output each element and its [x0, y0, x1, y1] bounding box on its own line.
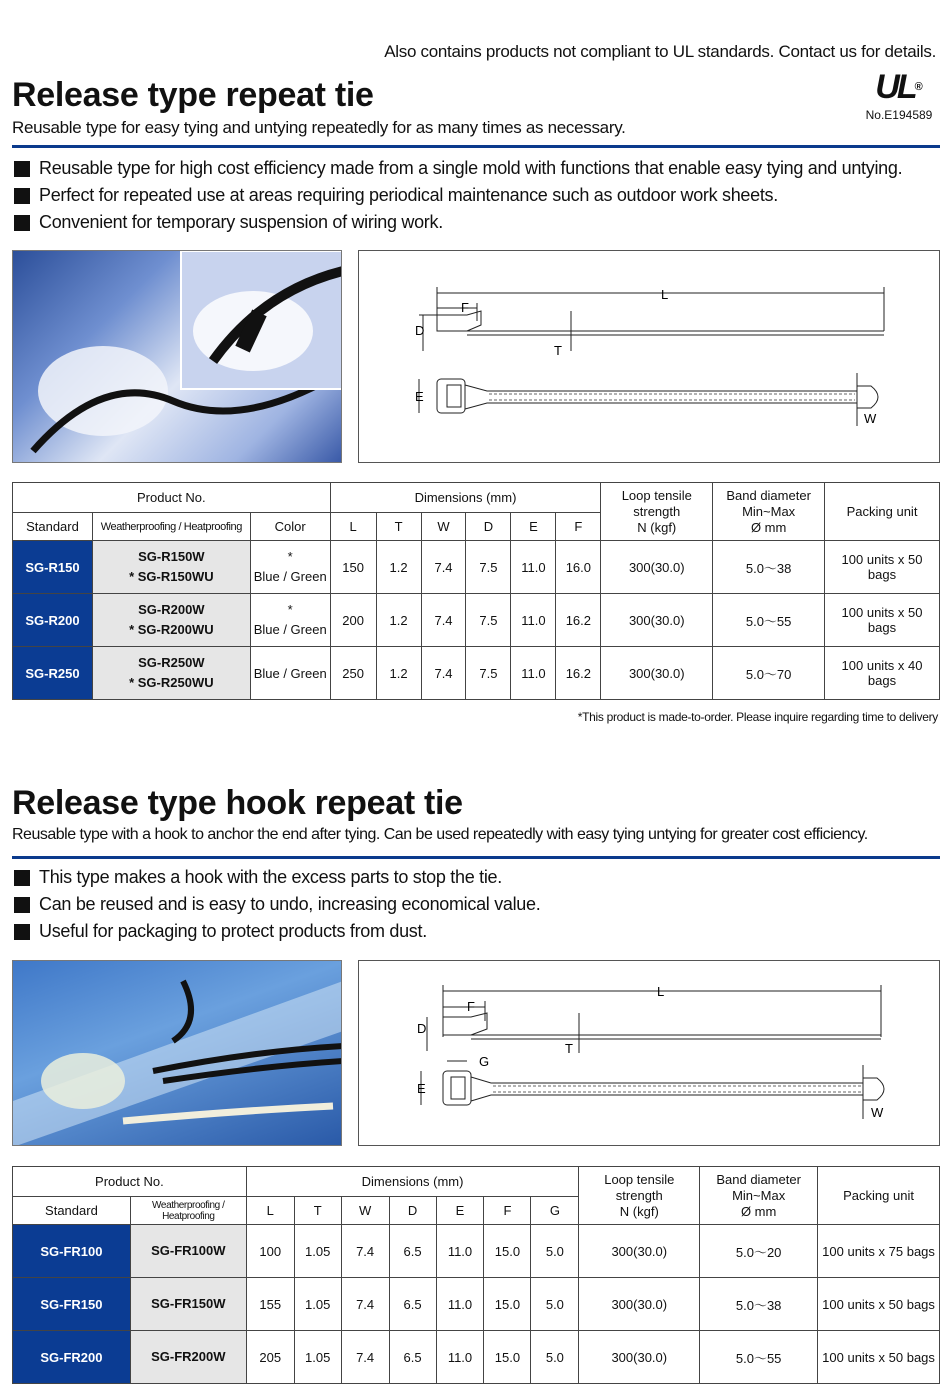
packing-cell: 100 units x 50 bags [818, 1278, 940, 1331]
section2-title: Release type hook repeat tie [12, 784, 463, 822]
section1-subtitle: Reusable type for easy tying and untying repeatedly for as many times as necessary. [12, 118, 626, 137]
value-cell: 100 [246, 1225, 294, 1278]
color-cell: Blue / Green [250, 647, 330, 700]
section1-features [14, 155, 902, 236]
weatherproof-cell: SG-FR100W [130, 1225, 246, 1278]
value-cell: 5.0 [531, 1331, 579, 1384]
header-product-no: Product No. [13, 483, 331, 513]
header-weatherproofing: Weatherproofing / Heatproofing [130, 1197, 246, 1225]
header-col-W: W [341, 1197, 389, 1225]
value-cell: 6.5 [389, 1278, 436, 1331]
packing-cell: 100 units x 40 bags [825, 647, 940, 700]
value-cell: 5.0 [531, 1225, 579, 1278]
value-cell: 5.0 [531, 1278, 579, 1331]
feature-item: Reusable type for high cost efficiency made from a single mold with functions that enable easy tying and untying. [14, 155, 902, 182]
repeat-tie-drawing [359, 251, 939, 462]
loop-cell: 300(30.0) [579, 1225, 700, 1278]
header-col-D: D [389, 1197, 436, 1225]
feature-item: Can be reused and is easy to undo, increasing economical value. [14, 891, 540, 918]
color-cell: * Blue / Green [250, 594, 330, 647]
section2-features [14, 864, 540, 945]
header-standard: Standard [13, 1197, 131, 1225]
bullet-square-icon [14, 897, 30, 913]
value-cell: 1.05 [294, 1225, 341, 1278]
header-col-G: G [531, 1197, 579, 1225]
product-photo-repeat-tie [12, 250, 342, 463]
band-cell: 5.0〜38 [713, 541, 825, 594]
weatherproof-cell: SG-R200W * SG-R200WU [92, 594, 250, 647]
hook-tie-photo-illustration [13, 961, 342, 1146]
product-photo-hook-tie [12, 960, 342, 1146]
weatherproof-cell: SG-R150W * SG-R150WU [92, 541, 250, 594]
value-cell: 16.0 [556, 541, 601, 594]
standard-cell: SG-R150 [13, 541, 93, 594]
value-cell: 7.4 [341, 1225, 389, 1278]
header-col-D: D [466, 513, 511, 541]
dimension-diagram-hook-tie [358, 960, 940, 1146]
label-W: W [864, 411, 877, 426]
header-product-no: Product No. [13, 1167, 247, 1197]
color-cell: * Blue / Green [250, 541, 330, 594]
header-dimensions: Dimensions (mm) [330, 483, 601, 513]
header-color: Color [250, 513, 330, 541]
value-cell: 11.0 [511, 647, 556, 700]
value-cell: 1.05 [294, 1331, 341, 1384]
feature-item: Useful for packaging to protect products from dust. [14, 918, 540, 945]
value-cell: 7.5 [466, 647, 511, 700]
ul-number: No.E194589 [865, 108, 933, 122]
label-W: W [871, 1105, 884, 1120]
bullet-square-icon [14, 924, 30, 940]
value-cell: 7.4 [421, 594, 466, 647]
value-cell: 205 [246, 1331, 294, 1384]
header-col-T: T [376, 513, 421, 541]
standard-cell: SG-FR200 [13, 1331, 131, 1384]
label-T: T [554, 343, 562, 358]
header-col-E: E [436, 1197, 484, 1225]
value-cell: 1.2 [376, 594, 421, 647]
value-cell: 7.5 [466, 541, 511, 594]
header-col-L: L [246, 1197, 294, 1225]
header-loop-strength: Loop tensile strength N (kgf) [579, 1167, 700, 1225]
packing-cell: 100 units x 50 bags [818, 1331, 940, 1384]
header-col-F: F [556, 513, 601, 541]
label-E: E [415, 389, 424, 404]
table-row [13, 1225, 940, 1278]
dimension-diagram-repeat-tie [358, 250, 940, 463]
label-L: L [661, 287, 669, 302]
standard-cell: SG-FR100 [13, 1225, 131, 1278]
value-cell: 6.5 [389, 1331, 436, 1384]
standard-cell: SG-R200 [13, 594, 93, 647]
table-row [13, 1331, 940, 1384]
band-cell: 5.0〜55 [700, 1331, 818, 1384]
standard-cell: SG-FR150 [13, 1278, 131, 1331]
standard-cell: SG-R250 [13, 647, 93, 700]
feature-item: Perfect for repeated use at areas requiring periodical maintenance such as outdoor work sheets. [14, 182, 902, 209]
label-L: L [657, 984, 665, 999]
weatherproof-cell: SG-FR150W [130, 1278, 246, 1331]
label-D: D [415, 323, 425, 338]
spec-table-hook-tie [12, 1166, 940, 1384]
header-packing-unit: Packing unit [825, 483, 940, 541]
section2-divider [12, 856, 940, 859]
table-row [13, 647, 940, 700]
header-col-L: L [330, 513, 376, 541]
header-col-E: E [511, 513, 556, 541]
header-packing-unit: Packing unit [818, 1167, 940, 1225]
ul-certification [858, 70, 940, 122]
table-row [13, 541, 940, 594]
value-cell: 250 [330, 647, 376, 700]
table-row [13, 1278, 940, 1331]
value-cell: 7.4 [341, 1278, 389, 1331]
label-F: F [461, 300, 469, 315]
value-cell: 11.0 [436, 1331, 484, 1384]
band-cell: 5.0〜55 [713, 594, 825, 647]
tie-photo-illustration [13, 251, 342, 463]
section1-title: Release type repeat tie [12, 76, 374, 114]
bullet-square-icon [14, 215, 30, 231]
value-cell: 200 [330, 594, 376, 647]
header-dimensions: Dimensions (mm) [246, 1167, 579, 1197]
loop-cell: 300(30.0) [601, 594, 713, 647]
header-band-diameter: Band diameter Min~Max Ø mm [713, 483, 825, 541]
loop-cell: 300(30.0) [601, 541, 713, 594]
header-col-T: T [294, 1197, 341, 1225]
value-cell: 155 [246, 1278, 294, 1331]
weatherproof-cell: SG-R250W * SG-R250WU [92, 647, 250, 700]
value-cell: 7.4 [421, 541, 466, 594]
label-G: G [479, 1054, 490, 1069]
value-cell: 7.4 [421, 647, 466, 700]
value-cell: 6.5 [389, 1225, 436, 1278]
feature-item: Convenient for temporary suspension of wiring work. [14, 209, 902, 236]
packing-cell: 100 units x 50 bags [825, 541, 940, 594]
header-band-diameter: Band diameter Min~Max Ø mm [700, 1167, 818, 1225]
ul-logo-icon: UL® [875, 68, 923, 106]
feature-item: This type makes a hook with the excess parts to stop the tie. [14, 864, 540, 891]
section1-divider [12, 145, 940, 148]
label-F: F [467, 999, 475, 1014]
value-cell: 11.0 [511, 594, 556, 647]
weatherproof-cell: SG-FR200W [130, 1331, 246, 1384]
value-cell: 7.5 [466, 594, 511, 647]
label-D: D [417, 1021, 427, 1036]
packing-cell: 100 units x 50 bags [825, 594, 940, 647]
header-col-W: W [421, 513, 466, 541]
value-cell: 7.4 [341, 1331, 389, 1384]
value-cell: 150 [330, 541, 376, 594]
value-cell: 16.2 [556, 594, 601, 647]
header-col-F: F [484, 1197, 531, 1225]
value-cell: 15.0 [484, 1331, 531, 1384]
value-cell: 15.0 [484, 1225, 531, 1278]
packing-cell: 100 units x 75 bags [818, 1225, 940, 1278]
band-cell: 5.0〜38 [700, 1278, 818, 1331]
value-cell: 11.0 [511, 541, 556, 594]
value-cell: 1.2 [376, 647, 421, 700]
label-E: E [417, 1081, 426, 1096]
value-cell: 16.2 [556, 647, 601, 700]
band-cell: 5.0〜20 [700, 1225, 818, 1278]
made-to-order-note: *This product is made-to-order. Please inquire regarding time to delivery [577, 710, 938, 724]
band-cell: 5.0〜70 [713, 647, 825, 700]
header-loop-strength: Loop tensile strength N (kgf) [601, 483, 713, 541]
loop-cell: 300(30.0) [601, 647, 713, 700]
header-standard: Standard [13, 513, 93, 541]
header-weatherproofing: Weatherproofing / Heatproofing [92, 513, 250, 541]
spec-table-repeat-tie [12, 482, 940, 700]
value-cell: 15.0 [484, 1278, 531, 1331]
section2-subtitle: Reusable type with a hook to anchor the end after tying. Can be used repeatedly with easy tying untying for greater cost efficiency. [12, 826, 868, 843]
ul-notice: Also contains products not compliant to UL standards. Contact us for details. [384, 42, 936, 61]
loop-cell: 300(30.0) [579, 1331, 700, 1384]
value-cell: 11.0 [436, 1225, 484, 1278]
table-row [13, 594, 940, 647]
bullet-square-icon [14, 188, 30, 204]
value-cell: 1.05 [294, 1278, 341, 1331]
bullet-square-icon [14, 161, 30, 177]
label-T: T [565, 1041, 573, 1056]
hook-tie-drawing [359, 961, 939, 1145]
value-cell: 11.0 [436, 1278, 484, 1331]
value-cell: 1.2 [376, 541, 421, 594]
bullet-square-icon [14, 870, 30, 886]
loop-cell: 300(30.0) [579, 1278, 700, 1331]
